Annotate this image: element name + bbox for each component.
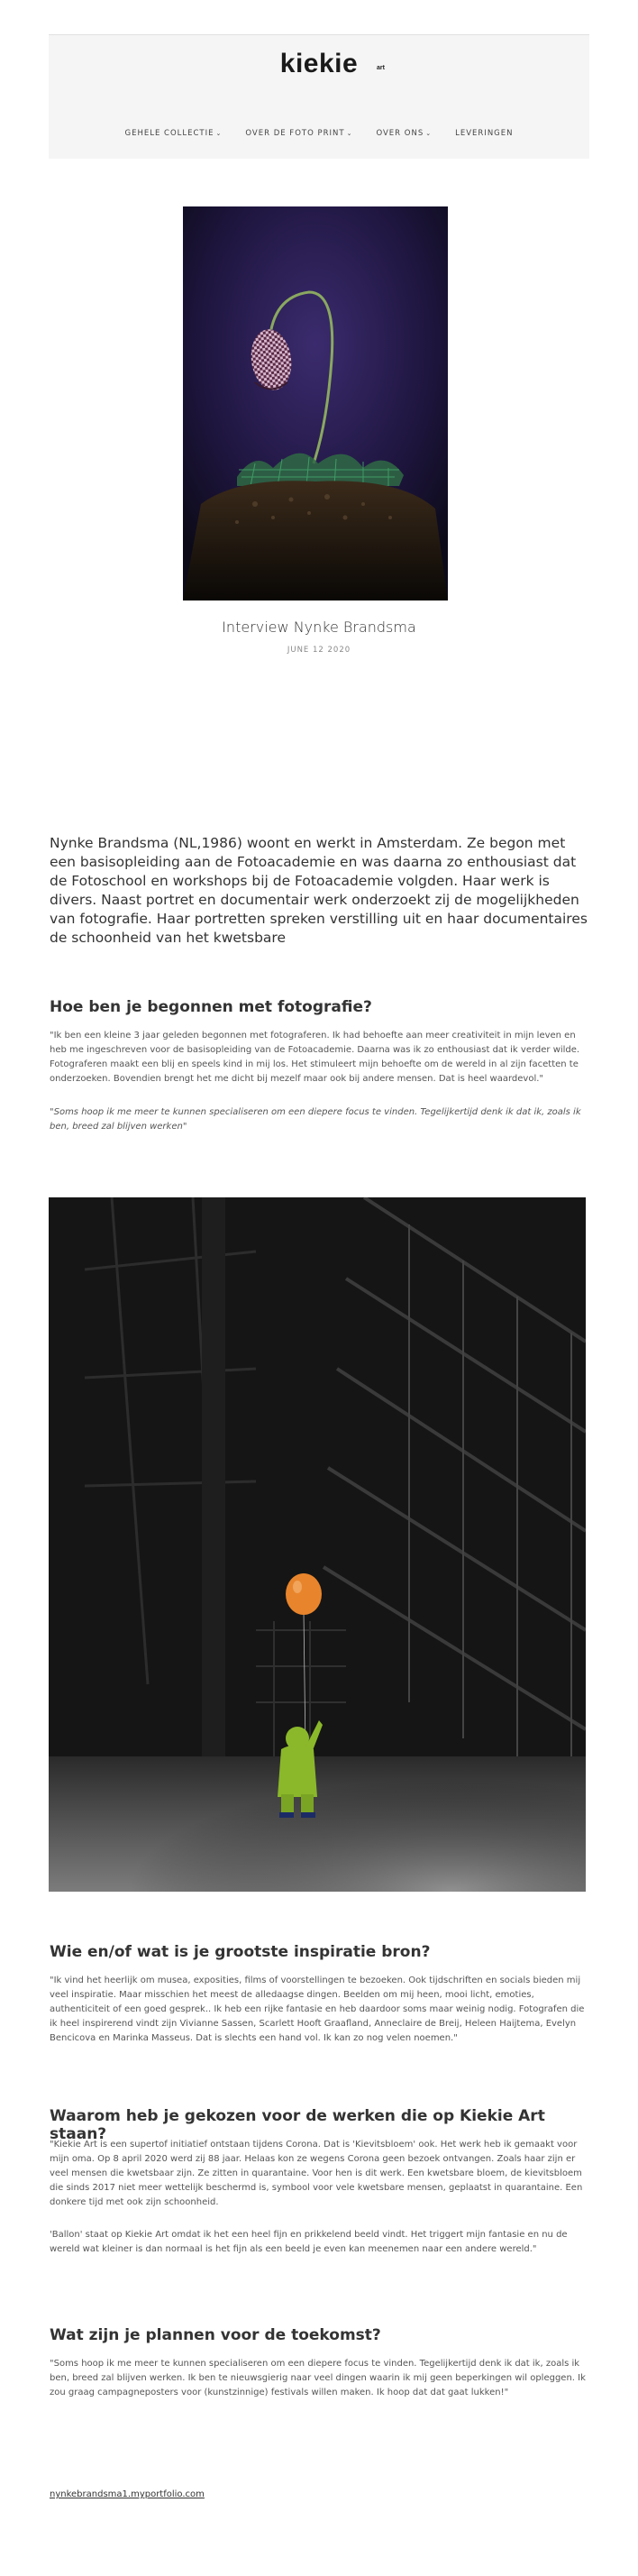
nav-label: LEVERINGEN	[455, 129, 514, 138]
section-paragraph: "Ik vind het heerlijk om musea, exposities, films of voorstellingen te bezoeken. Ook tijdschriften en socials bieden mij veel inspiratie. Maar misschien het meest de alledaagse dingen. Beelden om mij heen, mooi licht, emoties, authenticiteit of een goed gesprek.. Ik heb een rijke fantasie en heb daardoor soms maar weinig nodig. Fotografen die ik heel inspirerend vindt zijn Vivianne Sassen, Scarlett Hooft Graafland, Anneclaire de Breij, Heleen Haijtema, Evelyn Bencicova en Marinka Masseus. Dat is slechts een hand vol. Ik kan zo nog velen noemen."	[50, 1976, 585, 2043]
chevron-down-icon: ⌄	[425, 130, 433, 137]
section-heading-toekomst: Wat zijn je plannen voor de toekomst?	[50, 2326, 381, 2344]
site-header	[49, 34, 589, 159]
section-heading-inspiratie: Wie en/of wat is je grootste inspiratie bron?	[50, 1943, 431, 1961]
logo-subtitle: art	[377, 65, 385, 71]
nav-label: OVER ONS	[376, 129, 424, 138]
site-logo[interactable]	[49, 48, 589, 80]
chevron-down-icon: ⌄	[215, 130, 223, 137]
nav-item-leveringen[interactable]	[455, 129, 513, 138]
balloon-illustration	[49, 1197, 586, 1892]
logo-wordmark: kiekie	[279, 49, 359, 78]
post-intro: Nynke Brandsma (NL,1986) woont en werkt in Amsterdam. Ze begon met een basisopleiding aan de Fotoacademie en was daarna zo enthousiast dat de Fotoschool en workshops bij de Fotoacademie volgden. Haar werk is divers. Naast portret en documentair werk onderzoekt zij de mogelijkheden van fotografie. Haar portretten spreken verstilling uit en haar documentaires de schoonheid van het kwetsbare	[50, 835, 588, 946]
nav-item-over-ons[interactable]	[376, 129, 432, 138]
section-paragraph: "Kiekie Art is een supertof initiatief ontstaan tijdens Corona. Dat is 'Kievitsbloem' ook. Het werk heb ik gemaakt voor mijn oma. Op 8 april 2020 werd zij 88 jaar. Helaas kon ze wegens Corona geen bezoek ontvangen. Zoals haar zijn er veel mensen die kwetsbaar zijn. Ze zitten in quarantaine. Voor hen is dit werk. Een kwetsbare bloem, de kievitsbloem die sinds 2017 niet meer wettelijk beschermd is, symbool voor vele kwetsbare mensen, geplaatst in quarantaine. Een donkere tijd met ook zijn schoonheid.	[50, 2140, 583, 2207]
photo-ballon	[49, 1197, 586, 1892]
nav-item-gehele-collectie[interactable]	[124, 129, 222, 138]
post-date: JUNE 12 2020	[287, 646, 351, 655]
section-heading-begin: Hoe ben je begonnen met fotografie?	[50, 998, 372, 1016]
section-paragraph: "Ik ben een kleine 3 jaar geleden begonnen met fotograferen. Ik had behoefte aan meer creativiteit in mijn leven en heb me ingeschreven voor de basisopleiding van de Fotoacademie. Daarna was ik zo enthousiast dat ik verder wilde. Fotograferen maakt een blij en speels kind in mij los. Het stimuleert mijn behoefte om de wereld in al zijn facetten te onderzoeken. Bovendien brengt het me dicht bij mezelf maar ook bij andere mensen. Dat is heel waardevol."	[50, 1031, 580, 1084]
post-title: Interview Nynke Brandsma	[222, 619, 416, 636]
section-heading-waarom: Waarom heb je gekozen voor de werken die op Kiekie Art staan?	[50, 2107, 545, 2143]
hero-image-kievitsbloem	[183, 206, 448, 600]
portfolio-link[interactable]: nynkebrandsma1.myportfolio.com	[50, 2489, 205, 2499]
chevron-down-icon: ⌄	[346, 130, 353, 137]
section-paragraph: 'Ballon' staat op Kiekie Art omdat ik het een heel fijn en prikkelend beeld vindt. Het triggert mijn fantasie en nu de wereld wat kleiner is dan normaal is het fijn als een beeld je even kan meenemen naar een andere wereld."	[50, 2230, 568, 2254]
flower-illustration	[183, 206, 448, 600]
section-paragraph: "Soms hoop ik me meer te kunnen specialiseren om een diepere focus te vinden. Tegelijkertijd denk ik dat ik, zoals ik ben, breed zal blijven werken. Ik ben te nieuwsgierig naar veel dingen waarin ik mij geen beperkingen wil opleggen. Ik zou graag campagneposters voor (kunstzinnige) festivals willen maken. Ik hoop dat dat gaat lukken!"	[50, 2359, 586, 2397]
nav-label: GEHELE COLLECTIE	[124, 129, 214, 138]
main-nav	[49, 129, 589, 138]
section-quote: "Soms hoop ik me meer te kunnen specialiseren om een diepere focus te vinden. Tegelijkertijd denk ik dat ik, zoals ik ben, breed zal blijven werken"	[50, 1107, 581, 1132]
nav-label: OVER DE FOTO PRINT	[245, 129, 345, 138]
nav-item-over-de-foto-print[interactable]	[245, 129, 352, 138]
